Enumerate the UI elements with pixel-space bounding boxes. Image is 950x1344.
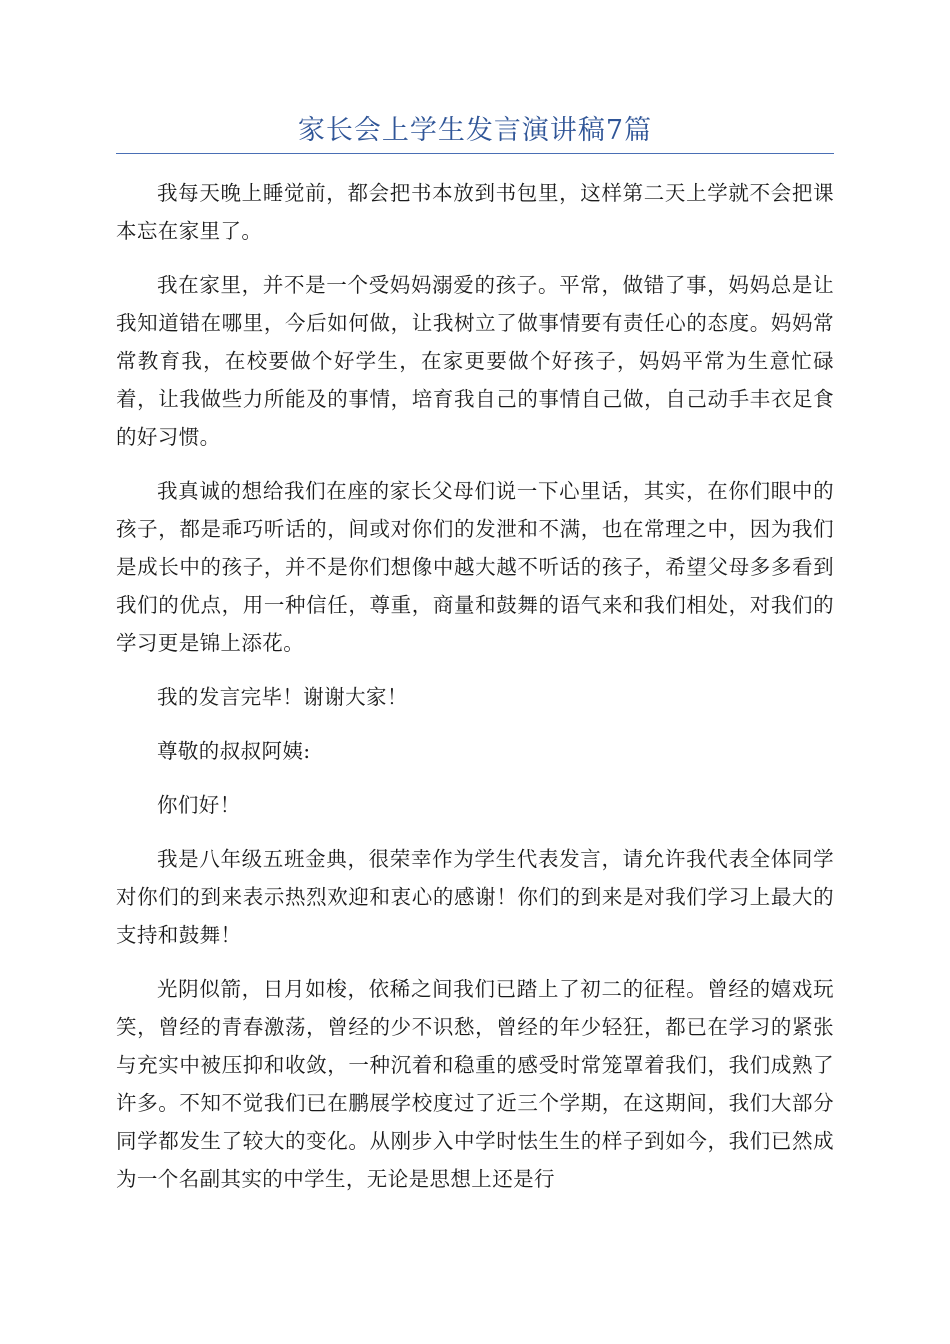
paragraph: 我在家里，并不是一个受妈妈溺爱的孩子。平常，做错了事，妈妈总是让我知道错在哪里，今后如何做，让我树立了做事情要有责任心的态度。妈妈常常教育我，在校要做个好学生，在家更要做个好孩子，妈妈平常为生意忙碌着，让我做些力所能及的事情，培育我自己的事情自己做，自己动手丰衣足食的好习惯。 — [116, 273, 834, 449]
paragraph: 我是八年级五班金典，很荣幸作为学生代表发言，请允许我代表全体同学对你们的到来表示热烈欢迎和衷心的感谢！你们的到来是对我们学习上最大的支持和鼓舞！ — [116, 847, 834, 947]
paragraph: 尊敬的叔叔阿姨: — [157, 739, 311, 763]
document-title: 家长会上学生发言演讲稿7篇 — [297, 115, 653, 146]
paragraph: 你们好！ — [157, 793, 241, 817]
title-underline — [116, 153, 834, 154]
paragraph: 我每天晚上睡觉前，都会把书本放到书包里，这样第二天上学就不会把课本忘在家里了。 — [116, 181, 834, 243]
paragraph: 我的发言完毕！谢谢大家！ — [157, 685, 408, 709]
paragraph: 我真诚的想给我们在座的家长父母们说一下心里话，其实，在你们眼中的孩子，都是乖巧听话的，间或对你们的发泄和不满，也在常理之中，因为我们是成长中的孩子，并不是你们想像中越大越不听话的孩子，希望父母多多看到我们的优点，用一种信任，尊重，商量和鼓舞的语气来和我们相处，对我们的学习更是锦上添花。 — [116, 479, 834, 655]
document-body — [116, 174, 834, 1214]
paragraph: 光阴似箭，日月如梭，依稀之间我们已踏上了初二的征程。曾经的嬉戏玩笑，曾经的青春激荡，曾经的少不识愁，曾经的年少轻狂，都已在学习的紧张与充实中被压抑和收敛，一种沉着和稳重的感受时常笼罩着我们，我们成熟了许多。不知不觉我们已在鹏展学校度过了近三个学期，在这期间，我们大部分同学都发生了较大的变化。从刚步入中学时怯生生的样子到如今，我们已然成为一个名副其实的中学生，无论是思想上还是行 — [116, 977, 834, 1191]
